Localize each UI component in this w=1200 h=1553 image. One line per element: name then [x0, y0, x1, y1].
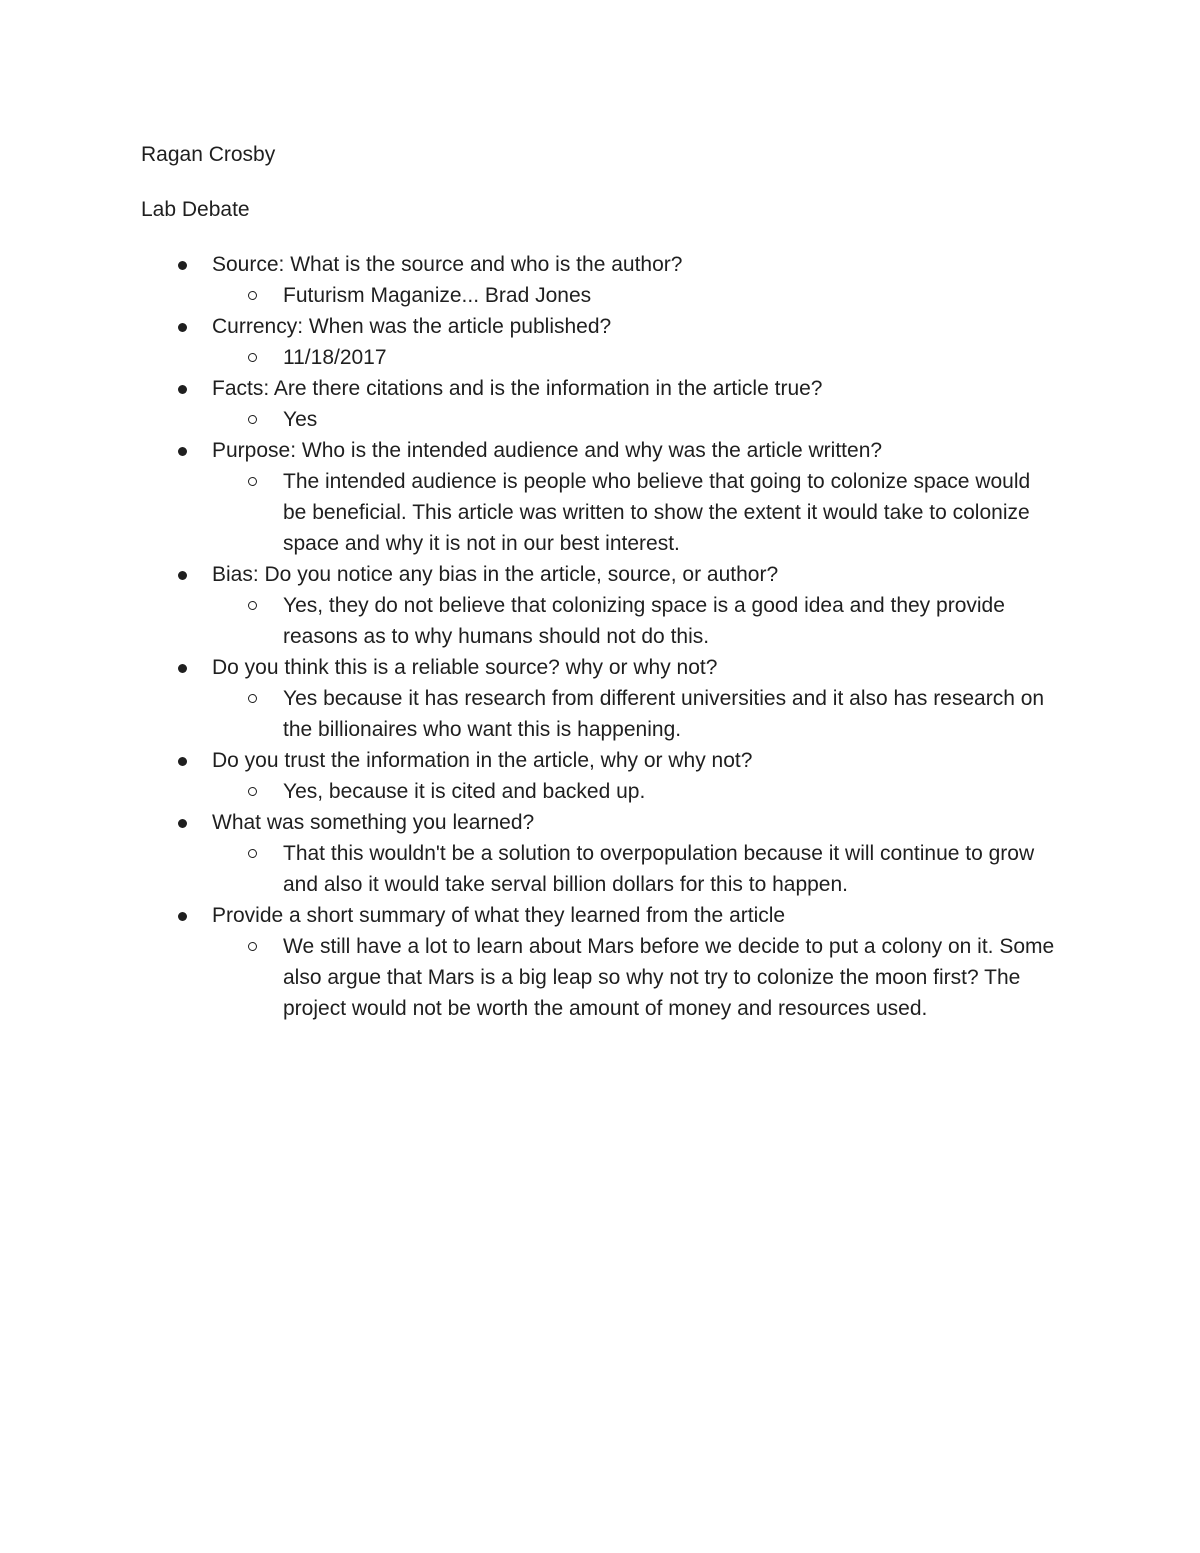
- answer-row: [0, 683, 1058, 745]
- bullet-circle-icon: [248, 849, 257, 858]
- answer-text: That this wouldn't be a solution to overpopulation because it will continue to grow and also it would take serval billion dollars for this to happen.: [283, 842, 1035, 896]
- answer-text: The intended audience is people who believe that going to colonize space would be beneficial. This article was written to show the extent it would take to colonize space and why it is not in our best interest.: [283, 470, 1031, 555]
- answer-row: [0, 280, 1058, 311]
- answer-row: [0, 342, 1058, 373]
- bullet-disc-icon: [178, 664, 187, 673]
- list-item: [0, 435, 1200, 559]
- question-text: What was something you learned?: [212, 811, 535, 834]
- question-row: [0, 900, 1112, 931]
- question-row: [0, 373, 1112, 404]
- bullet-circle-icon: [248, 477, 257, 486]
- answer-text: 11/18/2017: [283, 346, 387, 369]
- list-item: [0, 559, 1200, 652]
- question-list: [0, 249, 1200, 1024]
- answer-text: Yes, they do not believe that colonizing space is a good idea and they provide reasons as to why humans should not do this.: [283, 594, 1005, 648]
- question-row: [0, 559, 1112, 590]
- question-text: Do you trust the information in the article, why or why not?: [212, 749, 753, 772]
- bullet-circle-icon: [248, 942, 257, 951]
- list-item: [0, 373, 1200, 435]
- bullet-disc-icon: [178, 757, 187, 766]
- answer-row: [0, 590, 1058, 652]
- answer-row: [0, 931, 1058, 1024]
- list-item: [0, 311, 1200, 373]
- question-row: [0, 435, 1112, 466]
- answer-text: Futurism Maganize... Brad Jones: [283, 284, 592, 307]
- question-row: [0, 311, 1112, 342]
- answer-text: We still have a lot to learn about Mars before we decide to put a colony on it. Some also argue that Mars is a big leap so why not try to colonize the moon first? The project would not be worth the amount of money and resources used.: [283, 935, 1055, 1020]
- answer-text: Yes: [283, 408, 318, 431]
- question-row: [0, 652, 1112, 683]
- question-text: Currency: When was the article published?: [212, 315, 612, 338]
- bullet-disc-icon: [178, 385, 187, 394]
- answer-row: [0, 838, 1058, 900]
- document-title: Lab Debate: [141, 198, 250, 221]
- list-item: [0, 807, 1200, 900]
- answer-row: [0, 404, 1058, 435]
- question-text: Facts: Are there citations and is the information in the article true?: [212, 377, 823, 400]
- list-item: [0, 652, 1200, 745]
- bullet-disc-icon: [178, 571, 187, 580]
- bullet-disc-icon: [178, 323, 187, 332]
- list-item: [0, 745, 1200, 807]
- question-row: [0, 745, 1112, 776]
- list-item: [0, 249, 1200, 311]
- question-text: Source: What is the source and who is the author?: [212, 253, 683, 276]
- bullet-disc-icon: [178, 447, 187, 456]
- question-text: Provide a short summary of what they learned from the article: [212, 904, 786, 927]
- answer-text: Yes, because it is cited and backed up.: [283, 780, 646, 803]
- question-text: Do you think this is a reliable source? why or why not?: [212, 656, 718, 679]
- bullet-disc-icon: [178, 912, 187, 921]
- bullet-circle-icon: [248, 353, 257, 362]
- question-row: [0, 807, 1112, 838]
- bullet-disc-icon: [178, 261, 187, 270]
- answer-row: [0, 466, 1058, 559]
- bullet-disc-icon: [178, 819, 187, 828]
- question-text: Purpose: Who is the intended audience and why was the article written?: [212, 439, 883, 462]
- bullet-circle-icon: [248, 601, 257, 610]
- answer-row: [0, 776, 1058, 807]
- author-name: Ragan Crosby: [141, 143, 276, 166]
- bullet-circle-icon: [248, 415, 257, 424]
- question-row: [0, 249, 1112, 280]
- question-text: Bias: Do you notice any bias in the article, source, or author?: [212, 563, 779, 586]
- list-item: [0, 900, 1200, 1024]
- bullet-circle-icon: [248, 291, 257, 300]
- answer-text: Yes because it has research from different universities and it also has research on the billionaires who want this is happening.: [283, 687, 1045, 741]
- bullet-circle-icon: [248, 694, 257, 703]
- bullet-circle-icon: [248, 787, 257, 796]
